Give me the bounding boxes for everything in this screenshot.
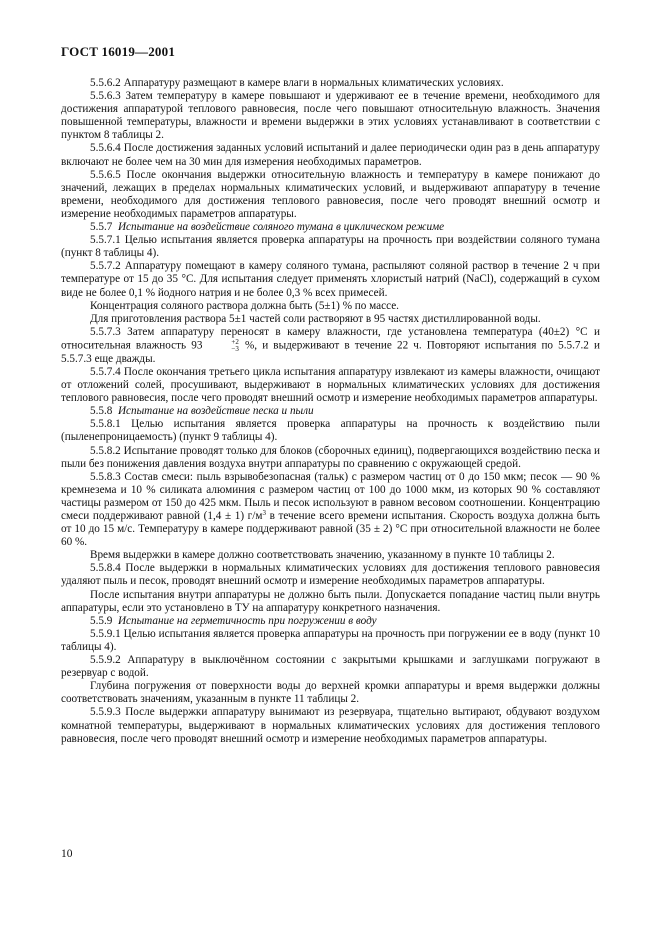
paragraph: 5.5.9.2 Аппаратуру в выключённом состоянии с закрытыми крышками и заглушками погружают в резервуар с водой. bbox=[61, 654, 600, 680]
tolerance-fraction bbox=[202, 339, 238, 353]
paragraph: 5.5.8.1 Целью испытания является проверка аппаратуры на прочность к воздействию пыли (пыленепроницаемость) (пункт 9 таблицы 4). bbox=[61, 418, 600, 444]
section-number: 5.5.7 bbox=[90, 221, 113, 234]
paragraph: Концентрация соляного раствора должна быть (5±1) % по массе. bbox=[90, 299, 399, 312]
paragraph: 5.5.6.5 После окончания выдержки относительную влажность и температуру в камере понижают до значений, лежащих в пределах нормальных климатических условий, и выдерживают аппаратуру в течение времени, необходимого для достижения теплового равновесия, после чего проводят внешний осмотр и измерение необходимых параметров аппаратуры. bbox=[61, 168, 600, 220]
paragraph: 5.5.9.1 Целью испытания является проверка аппаратуры на прочность при погружении ее в воду (пункт 10 таблицы 4). bbox=[61, 627, 600, 653]
paragraph: 5.5.9.3 После выдержки аппаратуру вынимают из резервуара, тщательно вытирают, обдувают воздухом комнатной температуры, выдерживают в нормальных климатических условиях для достижения теплового равновесия, после чего проводят внешний осмотр и измерение необходимых параметров аппаратуры. bbox=[61, 706, 600, 745]
paragraph: 5.5.6.4 После достижения заданных условий испытаний и далее периодически один раз в день аппаратуру включают не более чем на 30 мин для измерения необходимых параметров. bbox=[61, 142, 600, 168]
section-title: Испытание на воздействие соляного тумана в циклическом режиме bbox=[117, 221, 445, 234]
paragraph: 5.5.7.2 Аппаратуру помещают в камеру соляного тумана, распыляют соляной раствор в течение 2 ч при температуре от 15 до 35 °С. Для испытания следует применять хлористый натрий (NaCl), содержащий в сухом виде не более 0,1 % йодного натрия и не более 0,3 % всех примесей. bbox=[61, 260, 600, 299]
page-number: 10 bbox=[61, 848, 73, 860]
paragraph-text: в течение всего времени испытания. Скорость воздуха должна быть от 10 до 15 м/с. Температуру в камере поддерживают равной (35 ± 2) °С при относительной влажности не более 60 %. bbox=[61, 510, 601, 549]
paragraph: 5.5.8.4 После выдержки в нормальных климатических условиях для достижения теплового равновесия удаляют пыль и песок, проводят внешний осмотр и измерение необходимых параметров аппаратуры. bbox=[61, 562, 600, 588]
document-body bbox=[61, 77, 600, 746]
paragraph: Время выдержки в камере должно соответствовать значению, указанному в пункте 10 таблицы 2. bbox=[90, 549, 555, 562]
paragraph-text: 5.5.7.3 Затем аппаратуру переносят в камеру влажности, где установлена температура (40±2) °С и относительная влажность 93 bbox=[61, 325, 600, 352]
paragraph: 5.5.8.2 Испытание проводят только для блоков (сборочных единиц), подвергающихся воздействию песка и пыли без понижения давления воздуха внутри аппаратуры по сравнению с окружающей средой. bbox=[61, 444, 600, 470]
paragraph: 5.5.7.4 После окончания третьего цикла испытания аппаратуру извлекают из камеры влажности, очищают от отложений солей, просушивают, выдерживают в нормальных климатических условиях для достижения теплового равновесия, после чего проводят внешний осмотр и измерение необходимых параметров аппаратуры. bbox=[61, 365, 600, 405]
paragraph: После испытания внутри аппаратуры не должно быть пыли. Допускается попадание частиц пыли внутрь аппаратуры, если это установлено в ТУ на аппаратуру конкретного назначения. bbox=[61, 588, 600, 614]
paragraph: Глубина погружения от поверхности воды до верхней кромки аппаратуры и время выдержки должны соответствовать значениям, указанным в пункте 11 таблицы 2. bbox=[61, 680, 600, 706]
section-heading bbox=[61, 615, 600, 628]
paragraph: 5.5.7.1 Целью испытания является проверка аппаратуры на прочность при воздействии соляного тумана (пункт 8 таблицы 4). bbox=[61, 234, 600, 260]
section-heading bbox=[61, 221, 600, 234]
document-header: ГОСТ 16019—2001 bbox=[61, 44, 176, 59]
paragraph bbox=[61, 326, 600, 366]
section-number: 5.5.9 bbox=[90, 614, 113, 627]
section-title: Испытание на воздействие песка и пыли bbox=[117, 405, 314, 418]
paragraph-text: 5.5.8.3 Состав смеси: пыль взрывобезопасная (тальк) с размером частиц от 0 до 150 мкм; песок — 90 % кремнезема и 10 % силиката алюминия с размером частиц от 100 до 1000 мкм, из которых 90 % составляют частицы размером от 150 до 425 мкм. Пыль и песок используют в равном весовом соотношении. Концентрацию смеси поддерживают равной (1,4 ± 1) г/м bbox=[61, 470, 600, 522]
paragraph: Для приготовления раствора 5±1 частей соли растворяют в 95 частях дистиллированной воды. bbox=[90, 312, 541, 325]
tolerance-lower: −3 bbox=[231, 344, 239, 353]
superscript: 3 bbox=[262, 509, 266, 517]
section-title: Испытание на герметичность при погружении в воду bbox=[117, 614, 377, 627]
section-heading bbox=[61, 405, 600, 418]
tolerance-upper: +2 bbox=[231, 337, 239, 346]
paragraph-text: %, и выдерживают в течение 22 ч. Повторяют испытания по 5.5.7.2 и 5.5.7.3 еще дважды. bbox=[61, 339, 600, 365]
paragraph: 5.5.6.3 Затем температуру в камере повышают и удерживают ее в течение времени, необходимого для достижения аппаратурой теплового равновесия, после чего повышают относительную влажность. Значения повышенной температуры, влажности и времени выдержки в этих условиях устанавливают в соответствии с пунктом 8 таблицы 2. bbox=[61, 90, 600, 142]
section-number: 5.5.8 bbox=[90, 405, 113, 418]
paragraph: 5.5.6.2 Аппаратуру размещают в камере влаги в нормальных климатических условиях. bbox=[90, 77, 504, 89]
paragraph bbox=[61, 471, 600, 550]
